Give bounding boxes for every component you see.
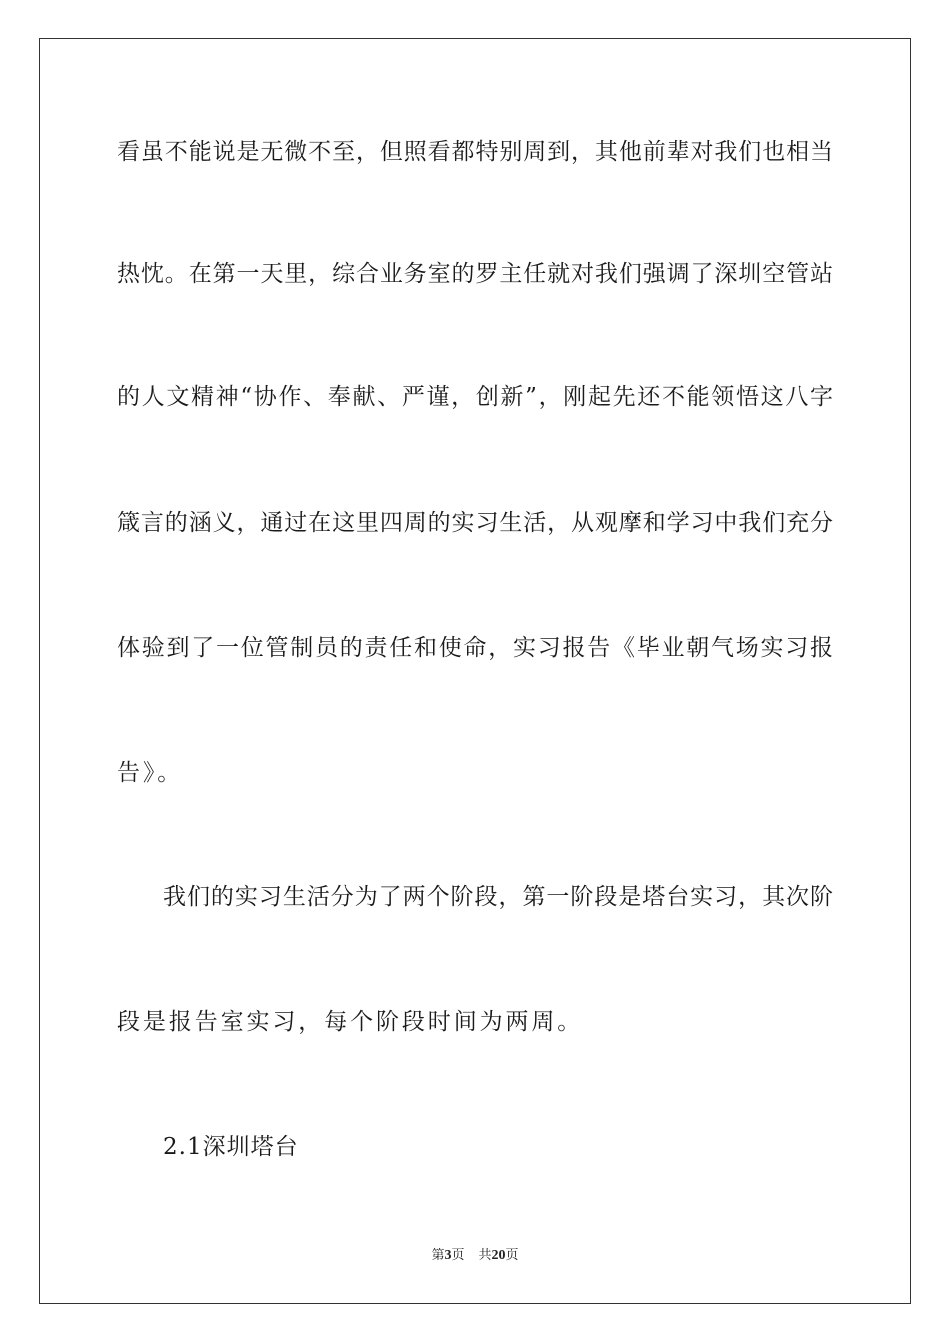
footer-page-suffix: 页 (451, 1248, 465, 1263)
section-heading: 2.1深圳塔台 (163, 1134, 299, 1160)
body-line-5: 体验到了一位管制员的责任和使命，实习报告《毕业朝气场实习报 (117, 635, 833, 661)
footer-page-total: 20 (491, 1248, 506, 1263)
paragraph2-line-1: 我们的实习生活分为了两个阶段，第一阶段是塔台实习，其次阶 (163, 884, 833, 910)
footer-page-current: 3 (444, 1248, 452, 1263)
footer-page-prefix: 第 (431, 1248, 445, 1263)
body-line-2: 热忱。在第一天里，综合业务室的罗主任就对我们强调了深圳空管站 (117, 261, 833, 287)
body-line-6: 告》。 (117, 760, 184, 786)
body-line-3: 的人文精神“协作、奉献、严谨，创新”，刚起先还不能领悟这八字 (117, 384, 833, 410)
body-line-1: 看虽不能说是无微不至，但照看都特别周到，其他前辈对我们也相当 (117, 139, 833, 165)
footer-total-suffix: 页 (505, 1248, 519, 1263)
footer-total-prefix: 共 (478, 1248, 492, 1263)
body-line-4: 箴言的涵义，通过在这里四周的实习生活，从观摩和学习中我们充分 (117, 510, 833, 536)
page-border (39, 38, 911, 1304)
paragraph2-line-2: 段是报告室实习，每个阶段时间为两周。 (117, 1009, 584, 1035)
page-footer (0, 1247, 950, 1265)
